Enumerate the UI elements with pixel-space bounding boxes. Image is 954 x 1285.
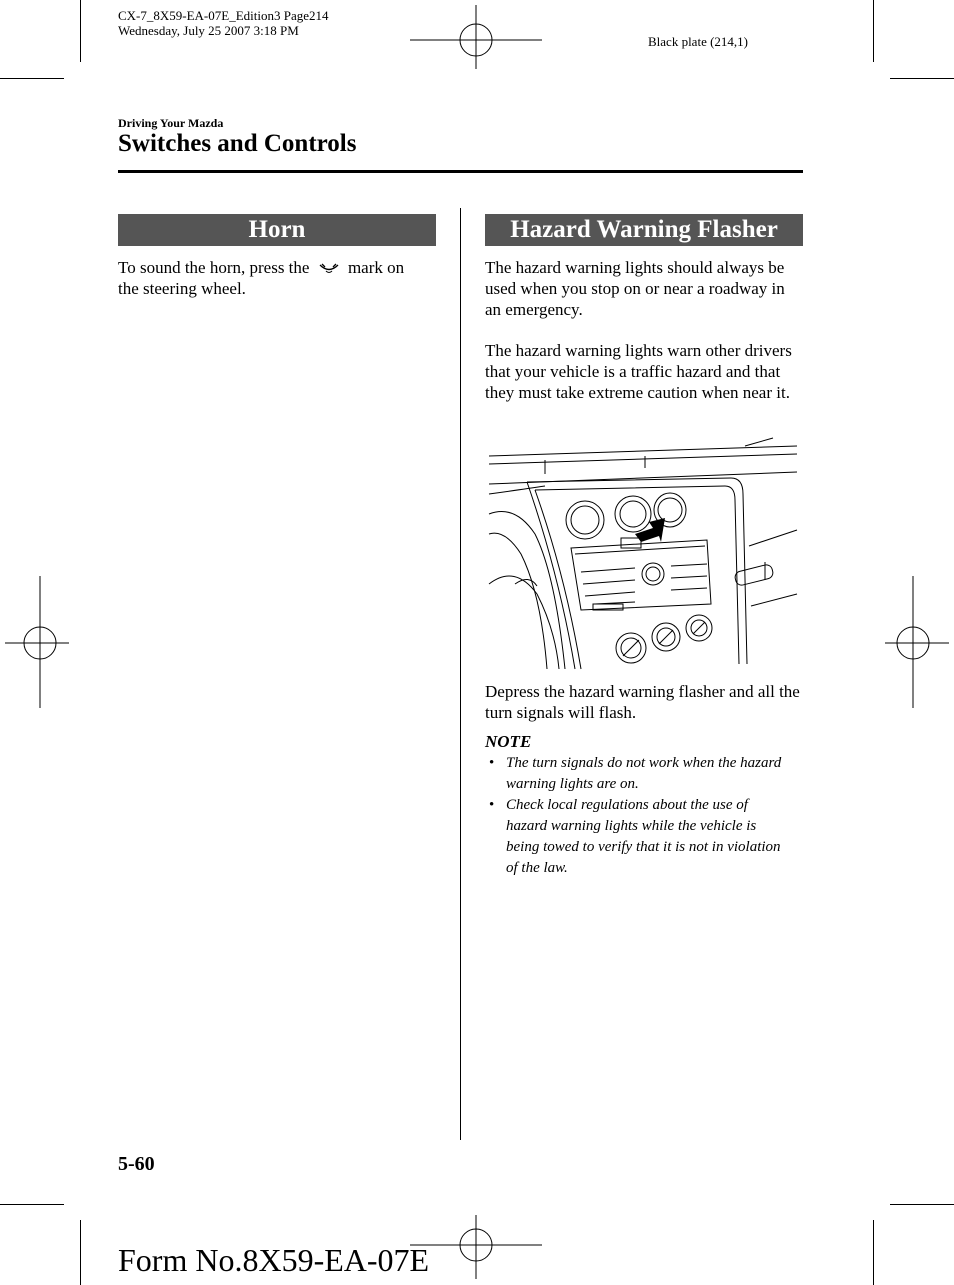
hazard-heading: Hazard Warning Flasher [485, 214, 803, 246]
black-plate-label: Black plate (214,1) [648, 34, 748, 49]
column-divider [460, 208, 461, 1140]
horn-heading: Horn [118, 214, 436, 246]
note-text: Check local regulations about the use of hazard warning lights while the vehicle is being towed to verify that it is not in violation of the law. [506, 797, 781, 876]
registration-mark-left [5, 576, 69, 708]
page-number: 5-60 [118, 1153, 155, 1175]
form-number: Form No.8X59-EA-07E [118, 1242, 430, 1278]
chapter-label: Driving Your Mazda [118, 116, 224, 130]
horn-text [118, 257, 438, 299]
horn-text-after: mark on [347, 258, 405, 277]
hazard-para3: Depress the hazard warning flasher and all the turn signals will flash. [485, 682, 800, 722]
note-text: The turn signals do not work when the hazard warning lights are on. [506, 755, 782, 792]
horn-text-line1 [118, 257, 438, 278]
note-title: NOTE [485, 732, 532, 751]
note-list [485, 753, 785, 879]
bullet-icon: • [489, 755, 495, 771]
hazard-para2: The hazard warning lights warn other drivers that your vehicle is a traffic hazard and that they must take extreme caution when near it. [485, 341, 792, 402]
hazard-para1: The hazard warning lights should always be used when you stop on or near a roadway in an emergency. [485, 258, 785, 319]
print-meta-line1: CX-7_8X59-EA-07E_Edition3 Page214 [118, 8, 329, 23]
horn-icon [318, 262, 340, 276]
list-item [485, 795, 785, 879]
page-title: Switches and Controls [118, 130, 357, 157]
print-meta [118, 8, 329, 38]
registration-mark-right [885, 576, 949, 708]
bullet-icon: • [489, 797, 495, 813]
header-rule [118, 170, 803, 173]
dashboard-hazard-switch-illustration [485, 434, 801, 674]
registration-mark-top [410, 5, 542, 69]
registration-mark-bottom [410, 1215, 542, 1279]
horn-text-line2: the steering wheel. [118, 279, 246, 298]
print-meta-line2: Wednesday, July 25 2007 3:18 PM [118, 23, 299, 38]
horn-text-before: To sound the horn, press the [118, 258, 310, 277]
list-item [485, 753, 785, 795]
